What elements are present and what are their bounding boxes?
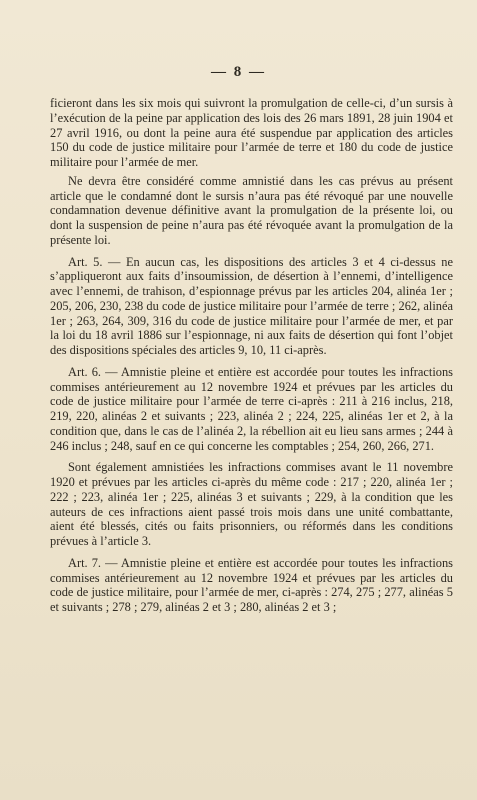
- paragraph: ficieront dans les six mois qui suivront la promulgation de celle-ci, d’un sursis à l’exécution de la peine par application des lois des 26 mars 1891, 28 juin 1904 et 27 avril 1916, ou dont la peine aura été suspendue par application des articles 150 du code de justice militaire pour l’armée de terre et 180 du code de justice militaire pour l’armée de mer.: [50, 96, 453, 169]
- paragraph: Ne devra être considéré comme amnistié dans les cas prévus au présent article que le condamné dont le sursis n’aura pas été révoqué par une nouvelle condamnation devenue définitive avant la promulgation de la présente loi, ou dont la suspension de peine n’aura pas été révoquée avant la promulgation de la présente loi.: [50, 173, 453, 247]
- page-number: — 8 —: [211, 64, 266, 80]
- document-body: [50, 96, 453, 622]
- article-5-paragraph: Art. 5. — En aucun cas, les dispositions des articles 3 et 4 ci-dessus ne s’appliqueront aux faits d’insoumission, de désertion à l’ennemi, d’intelligence avec l’ennemi, de trahison, d’espionnage prévus par les articles 204, alinéa 1er ; 205, 206, 230, 238 du code de justice militaire pour l’armée de terre ; 262, alinéa 1er ; 263, 264, 309, 316 du code de justice militaire pour l’armée de mer, et par la loi du 18 avril 1886 sur l’espionnage, ni aux faits de désertion qui font l’objet des dispositions spéciales des articles 9, 10, 11 ci-après.: [50, 254, 453, 357]
- article-6-paragraph: Art. 6. — Amnistie pleine et entière est accordée pour toutes les infractions commises antérieurement au 12 novembre 1924 et prévues par les articles du code de justice militaire pour l’armée de terre ci-après : 211 à 216 inclus, 218, 219, 220, alinéas 2 et suivants ; 223, alinéa 2 ; 224, 225, alinéas 1er et 2, à la condition que, dans le cas de l’alinéa 2, la rébellion ait eu lieu sans armes ; 244 à 246 inclus ; 248, sauf en ce qui concerne les comptables ; 254, 260, 266, 271.: [50, 364, 453, 453]
- paragraph: Sont également amnistiées les infractions commises avant le 11 novembre 1920 et prévues par les articles ci-après du même code : 217 ; 220, alinéa 1er ; 222 ; 223, alinéa 1er ; 225, alinéas 3 et suivants ; 229, à la condition que les auteurs de ces infractions aient passé trois mois dans une unité combattante, aient été blessés, cités ou faits prisonniers, ou réformés dans les conditions prévues à l’article 3.: [50, 460, 453, 548]
- article-7-paragraph: Art. 7. — Amnistie pleine et entière est accordée pour toutes les infractions commises antérieurement au 12 novembre 1924 et prévues par les articles du code de justice militaire, pour l’armée de mer, ci-après : 274, 275 ; 277, alinéas 5 et suivants ; 278 ; 279, alinéas 2 et 3 ; 280, alinéas 2 et 3 ;: [50, 555, 453, 614]
